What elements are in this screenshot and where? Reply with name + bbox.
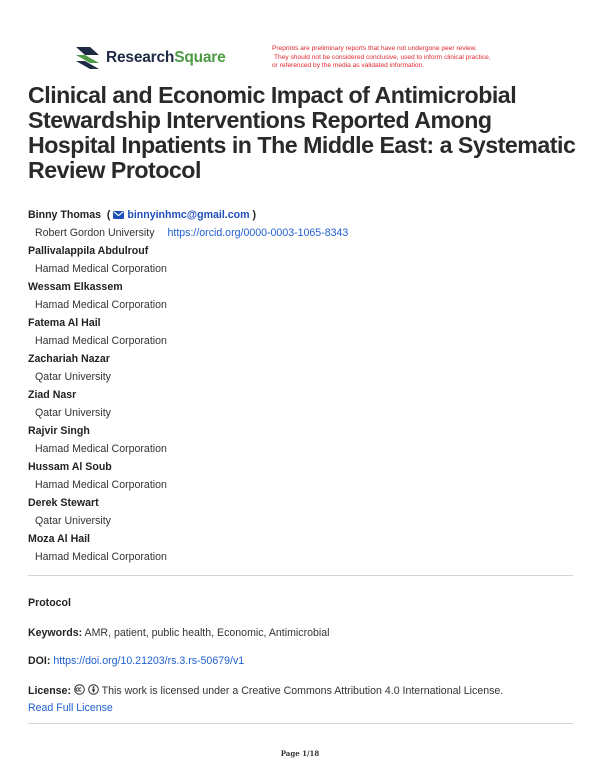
affiliation-text: Robert Gordon University <box>35 227 155 239</box>
article-type <box>28 597 71 609</box>
license-label: License: <box>28 685 71 697</box>
author-affiliation: Qatar University <box>35 407 111 419</box>
author-name: Moza Al Hail <box>28 533 91 545</box>
author-name: Wessam Elkassem <box>28 281 123 293</box>
author-email-link[interactable]: binnyinhmc@gmail.com <box>127 209 250 221</box>
author-affiliation: Hamad Medical Corporation <box>35 299 167 311</box>
divider <box>28 575 573 576</box>
author-name: Rajvir Singh <box>28 425 90 437</box>
author-affiliation: Hamad Medical Corporation <box>35 551 167 563</box>
read-full-license-link[interactable]: Read Full License <box>28 702 113 714</box>
author-name: Pallivalappila Abdulrouf <box>28 245 149 257</box>
doi <box>28 655 244 667</box>
divider <box>28 723 573 724</box>
research-square-wordmark: ResearchSquare <box>106 49 226 66</box>
author-name: Zachariah Nazar <box>28 353 110 365</box>
author-name: Hussam Al Soub <box>28 461 112 473</box>
author-name: Fatema Al Hail <box>28 317 101 329</box>
corresponding-author: Binny Thomas ( binnyinhmc@gmail.com ) <box>28 209 256 221</box>
author-affiliation: Hamad Medical Corporation <box>35 335 167 347</box>
author-affiliation: Hamad Medical Corporation <box>35 263 167 275</box>
license <box>28 684 503 697</box>
preprint-notice <box>272 45 562 71</box>
paper-title: Clinical and Economic Impact of Antimicrobial Stewardship Interventions Reported Among Hospital Inpatients in The Middle East: a Systematic Review Protocol <box>28 82 576 183</box>
orcid-link[interactable]: https://orcid.org/0000-0003-1065-8343 <box>167 227 349 239</box>
author-list <box>28 206 580 566</box>
attribution-icon <box>88 684 99 695</box>
research-square-logo-icon <box>74 46 100 70</box>
author-affiliation: Qatar University <box>35 371 111 383</box>
author-affiliation <box>28 224 580 242</box>
envelope-icon <box>113 211 124 219</box>
keywords-value: AMR, patient, public health, Economic, Antimicrobial <box>84 627 330 639</box>
doi-link[interactable]: https://doi.org/10.21203/rs.3.rs-50679/v1 <box>53 655 245 667</box>
author-name: Derek Stewart <box>28 497 99 509</box>
research-square-logo <box>74 46 226 70</box>
author-affiliation: Qatar University <box>35 515 111 527</box>
preprint-notice-line: or referenced by the media as validated information. <box>272 62 425 70</box>
preprint-notice-line: They should not be considered conclusive, used to inform clinical practice, <box>274 53 491 61</box>
author-name: Binny Thomas <box>28 209 101 221</box>
creative-commons-icon <box>74 684 85 695</box>
keywords-label: Keywords: <box>28 627 83 639</box>
article-type-label: Protocol <box>28 597 71 609</box>
author-name: Ziad Nasr <box>28 389 77 401</box>
doi-label: DOI: <box>28 655 51 667</box>
license-text: This work is licensed under a Creative Commons Attribution 4.0 International License. <box>101 685 504 697</box>
read-full-license <box>28 702 113 714</box>
page-number: Page 1/18 <box>280 749 320 758</box>
author-affiliation: Hamad Medical Corporation <box>35 443 167 455</box>
preprint-notice-line: Preprints are preliminary reports that have not undergone peer review. <box>272 45 477 52</box>
author-affiliation: Hamad Medical Corporation <box>35 479 167 491</box>
keywords <box>28 627 329 639</box>
